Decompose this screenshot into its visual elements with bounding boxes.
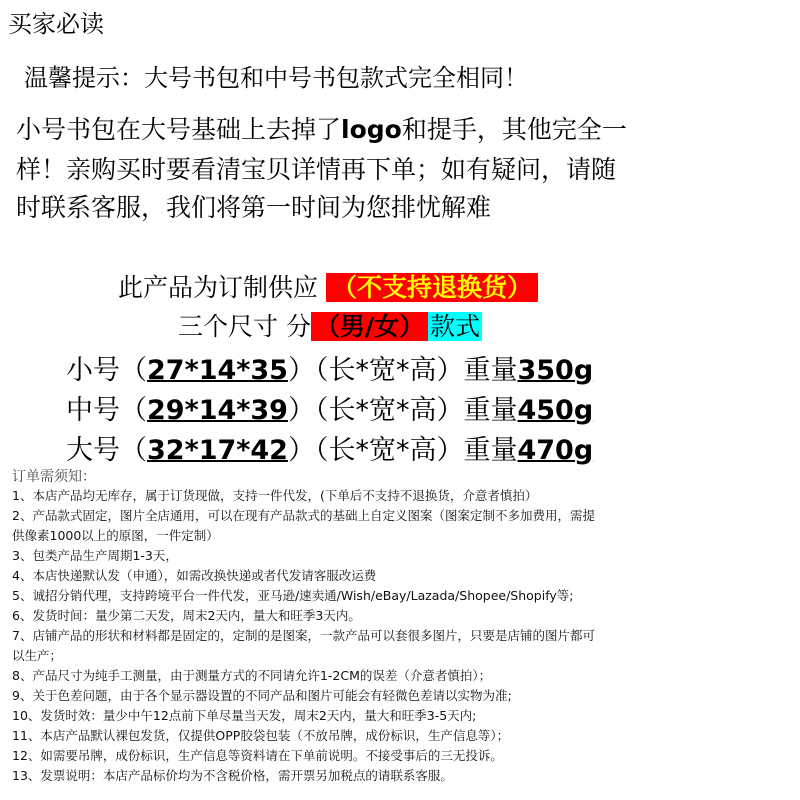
size-dimensions: 27*14*35 xyxy=(147,355,288,386)
size-weight: 450g xyxy=(517,395,594,426)
notice-line: 10、发货时效：量少中午12点前下单尽量当天发，周末2天内，量大和旺季3-5天内; xyxy=(12,708,477,723)
notice-line: 1、本店产品均无库存，属于订货现做，支持一件代发，(下单后不支持不退换货，介意者慎拍） xyxy=(12,488,538,503)
notice-line: 2、产品款式固定，图片全店通用，可以在现有产品款式的基础上自定义图案（图案定制不多加费用，需提 xyxy=(12,508,595,523)
notice-line: 7、店铺产品的形状和材料都是固定的，定制的是图案，一款产品可以套很多图片，只要是店铺的图片都可 xyxy=(12,628,595,643)
description-line-3: 时联系客服，我们将第一时间为您排忧解难 xyxy=(16,193,492,222)
size-dim-label: ）（长*宽*高）重量 xyxy=(287,395,518,426)
notice-line: 4、本店快递默认发（申通），如需改换快递或者代发请客服改运费 xyxy=(12,568,377,583)
notice-line: 13、发票说明：本店产品标价均为不含税价格，需开票另加税点的请联系客服。 xyxy=(12,768,453,783)
size-dimensions: 32*17*42 xyxy=(147,435,288,466)
description-line-2: 样！亲购买时要看清宝贝详情再下单；如有疑问，请随 xyxy=(16,155,617,184)
notice-line: 6、发货时间：量少第二天发，周末2天内，量大和旺季3天内。 xyxy=(12,608,361,623)
notice-line: 5、诚招分销代理，支持跨境平台一件代发，亚马逊/速卖通/Wish/eBay/Lazada/Shopee/Shopify等; xyxy=(12,588,574,603)
custom-notice xyxy=(118,268,538,304)
size-weight: 350g xyxy=(517,355,594,386)
size-row-small xyxy=(66,348,593,387)
size-dim-label: ）（长*宽*高）重量 xyxy=(287,355,518,386)
size-name: 大号（ xyxy=(66,435,147,466)
size-name: 小号（ xyxy=(66,355,147,386)
notice-line: 11、本店产品默认裸包发货，仅提供OPP胶袋包装（不放吊牌，成份标识，生产信息等）； xyxy=(12,728,510,743)
tip-text: 温馨提示：大号书包和中号书包款式完全相同！ xyxy=(24,64,528,92)
no-return-badge: （不支持退换货） xyxy=(326,273,538,302)
page-title: 买家必读 xyxy=(8,10,104,38)
gender-badge: （男/女） xyxy=(311,312,428,341)
description-line-1-suffix: 和提手，其他完全一 xyxy=(401,115,627,144)
notice-line: 9、关于色差问题，由于各个显示器设置的不同产品和图片可能会有轻微色差请以实物为准; xyxy=(12,688,512,703)
logo-word: logo xyxy=(341,115,402,144)
description-line-1-prefix: 小号书包在大号基础上去掉了 xyxy=(16,115,342,144)
notice-line: 供像素1000以上的原图，一件定制） xyxy=(12,528,219,543)
notice-line: 8、产品尺寸为纯手工测量，由于测量方式的不同请允许1-2CM的误差（介意者慎拍）； xyxy=(12,668,492,683)
size-dimensions: 29*14*39 xyxy=(147,395,288,426)
description-line-1 xyxy=(16,110,627,146)
custom-notice-text: 此产品为订制供应 xyxy=(118,273,319,302)
size-weight: 470g xyxy=(517,435,594,466)
sizes-intro-text: 三个尺寸 分 xyxy=(178,312,311,341)
size-row-large xyxy=(66,428,593,467)
notice-line: 以生产； xyxy=(12,648,63,663)
notice-title: 订单需须知： xyxy=(12,469,96,485)
notice-list xyxy=(12,486,800,786)
style-label: 款式 xyxy=(430,312,481,341)
size-dim-label: ）（长*宽*高）重量 xyxy=(287,435,518,466)
notice-line: 3、包类产品生产周期1-3天， xyxy=(12,548,178,563)
notice-line: 12、如需要吊牌，成份标识，生产信息等资料请在下单前说明。不接受事后的三无投诉。 xyxy=(12,748,503,763)
sizes-intro xyxy=(178,307,482,343)
size-name: 中号（ xyxy=(66,395,147,426)
size-row-medium xyxy=(66,388,593,427)
